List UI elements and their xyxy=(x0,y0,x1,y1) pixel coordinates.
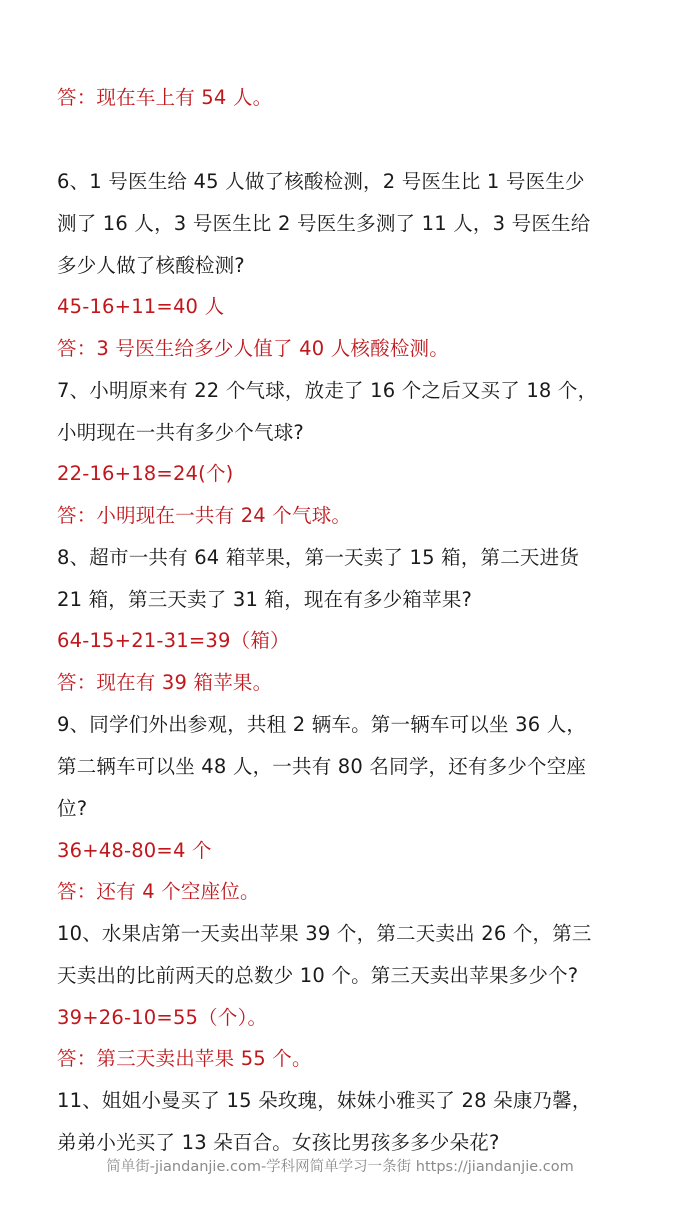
question-11-line-1: 11、姐姐小曼买了 15 朵玫瑰，妹妹小雅买了 28 朵康乃馨， xyxy=(57,1089,592,1112)
question-6-line-2: 测了 16 人，3 号医生比 2 号医生多测了 11 人，3 号医生给 xyxy=(57,212,591,235)
answer-q6: 答：3 号医生给多少人值了 40 人核酸检测。 xyxy=(57,337,449,360)
question-6-line-3: 多少人做了核酸检测? xyxy=(57,254,245,277)
formula-q8: 64-15+21-31=39（箱） xyxy=(57,629,290,652)
answer-q7: 答：小明现在一共有 24 个气球。 xyxy=(57,504,352,527)
formula-q9: 36+48-80=4 个 xyxy=(57,839,212,862)
question-10-line-1: 10、水果店第一天卖出苹果 39 个，第二天卖出 26 个，第三 xyxy=(57,922,592,945)
question-7-line-1: 7、小明原来有 22 个气球，放走了 16 个之后又买了 18 个， xyxy=(57,379,598,402)
question-8-line-1: 8、超市一共有 64 箱苹果，第一天卖了 15 箱，第二天进货 xyxy=(57,546,580,569)
question-11-line-2: 弟弟小光买了 13 朵百合。女孩比男孩多多少朵花? xyxy=(57,1131,500,1154)
answer-q5: 答：现在车上有 54 人。 xyxy=(57,86,273,109)
question-9-line-3: 位? xyxy=(57,797,88,820)
question-7-line-2: 小明现在一共有多少个气球? xyxy=(57,421,304,444)
answer-q10: 答：第三天卖出苹果 55 个。 xyxy=(57,1047,312,1070)
question-9-line-1: 9、同学们外出参观，共租 2 辆车。第一辆车可以坐 36 人， xyxy=(57,713,587,736)
answer-q9: 答：还有 4 个空座位。 xyxy=(57,880,260,903)
formula-q7: 22-16+18=24(个) xyxy=(57,462,234,485)
question-6-line-1: 6、1 号医生给 45 人做了核酸检测，2 号医生比 1 号医生少 xyxy=(57,170,585,193)
question-8-line-2: 21 箱，第三天卖了 31 箱，现在有多少箱苹果? xyxy=(57,588,473,611)
footer-watermark: 简单街-jiandanjie.com-学科网简单学习一条街 https://jiandanjie.com xyxy=(106,1159,574,1175)
answer-q8: 答：现在有 39 箱苹果。 xyxy=(57,671,273,694)
question-9-line-2: 第二辆车可以坐 48 人，一共有 80 名同学，还有多少个空座 xyxy=(57,755,587,778)
formula-q10: 39+26-10=55（个）。 xyxy=(57,1006,268,1029)
formula-q6: 45-16+11=40 人 xyxy=(57,295,225,318)
question-10-line-2: 天卖出的比前两天的总数少 10 个。第三天卖出苹果多少个? xyxy=(57,964,579,987)
